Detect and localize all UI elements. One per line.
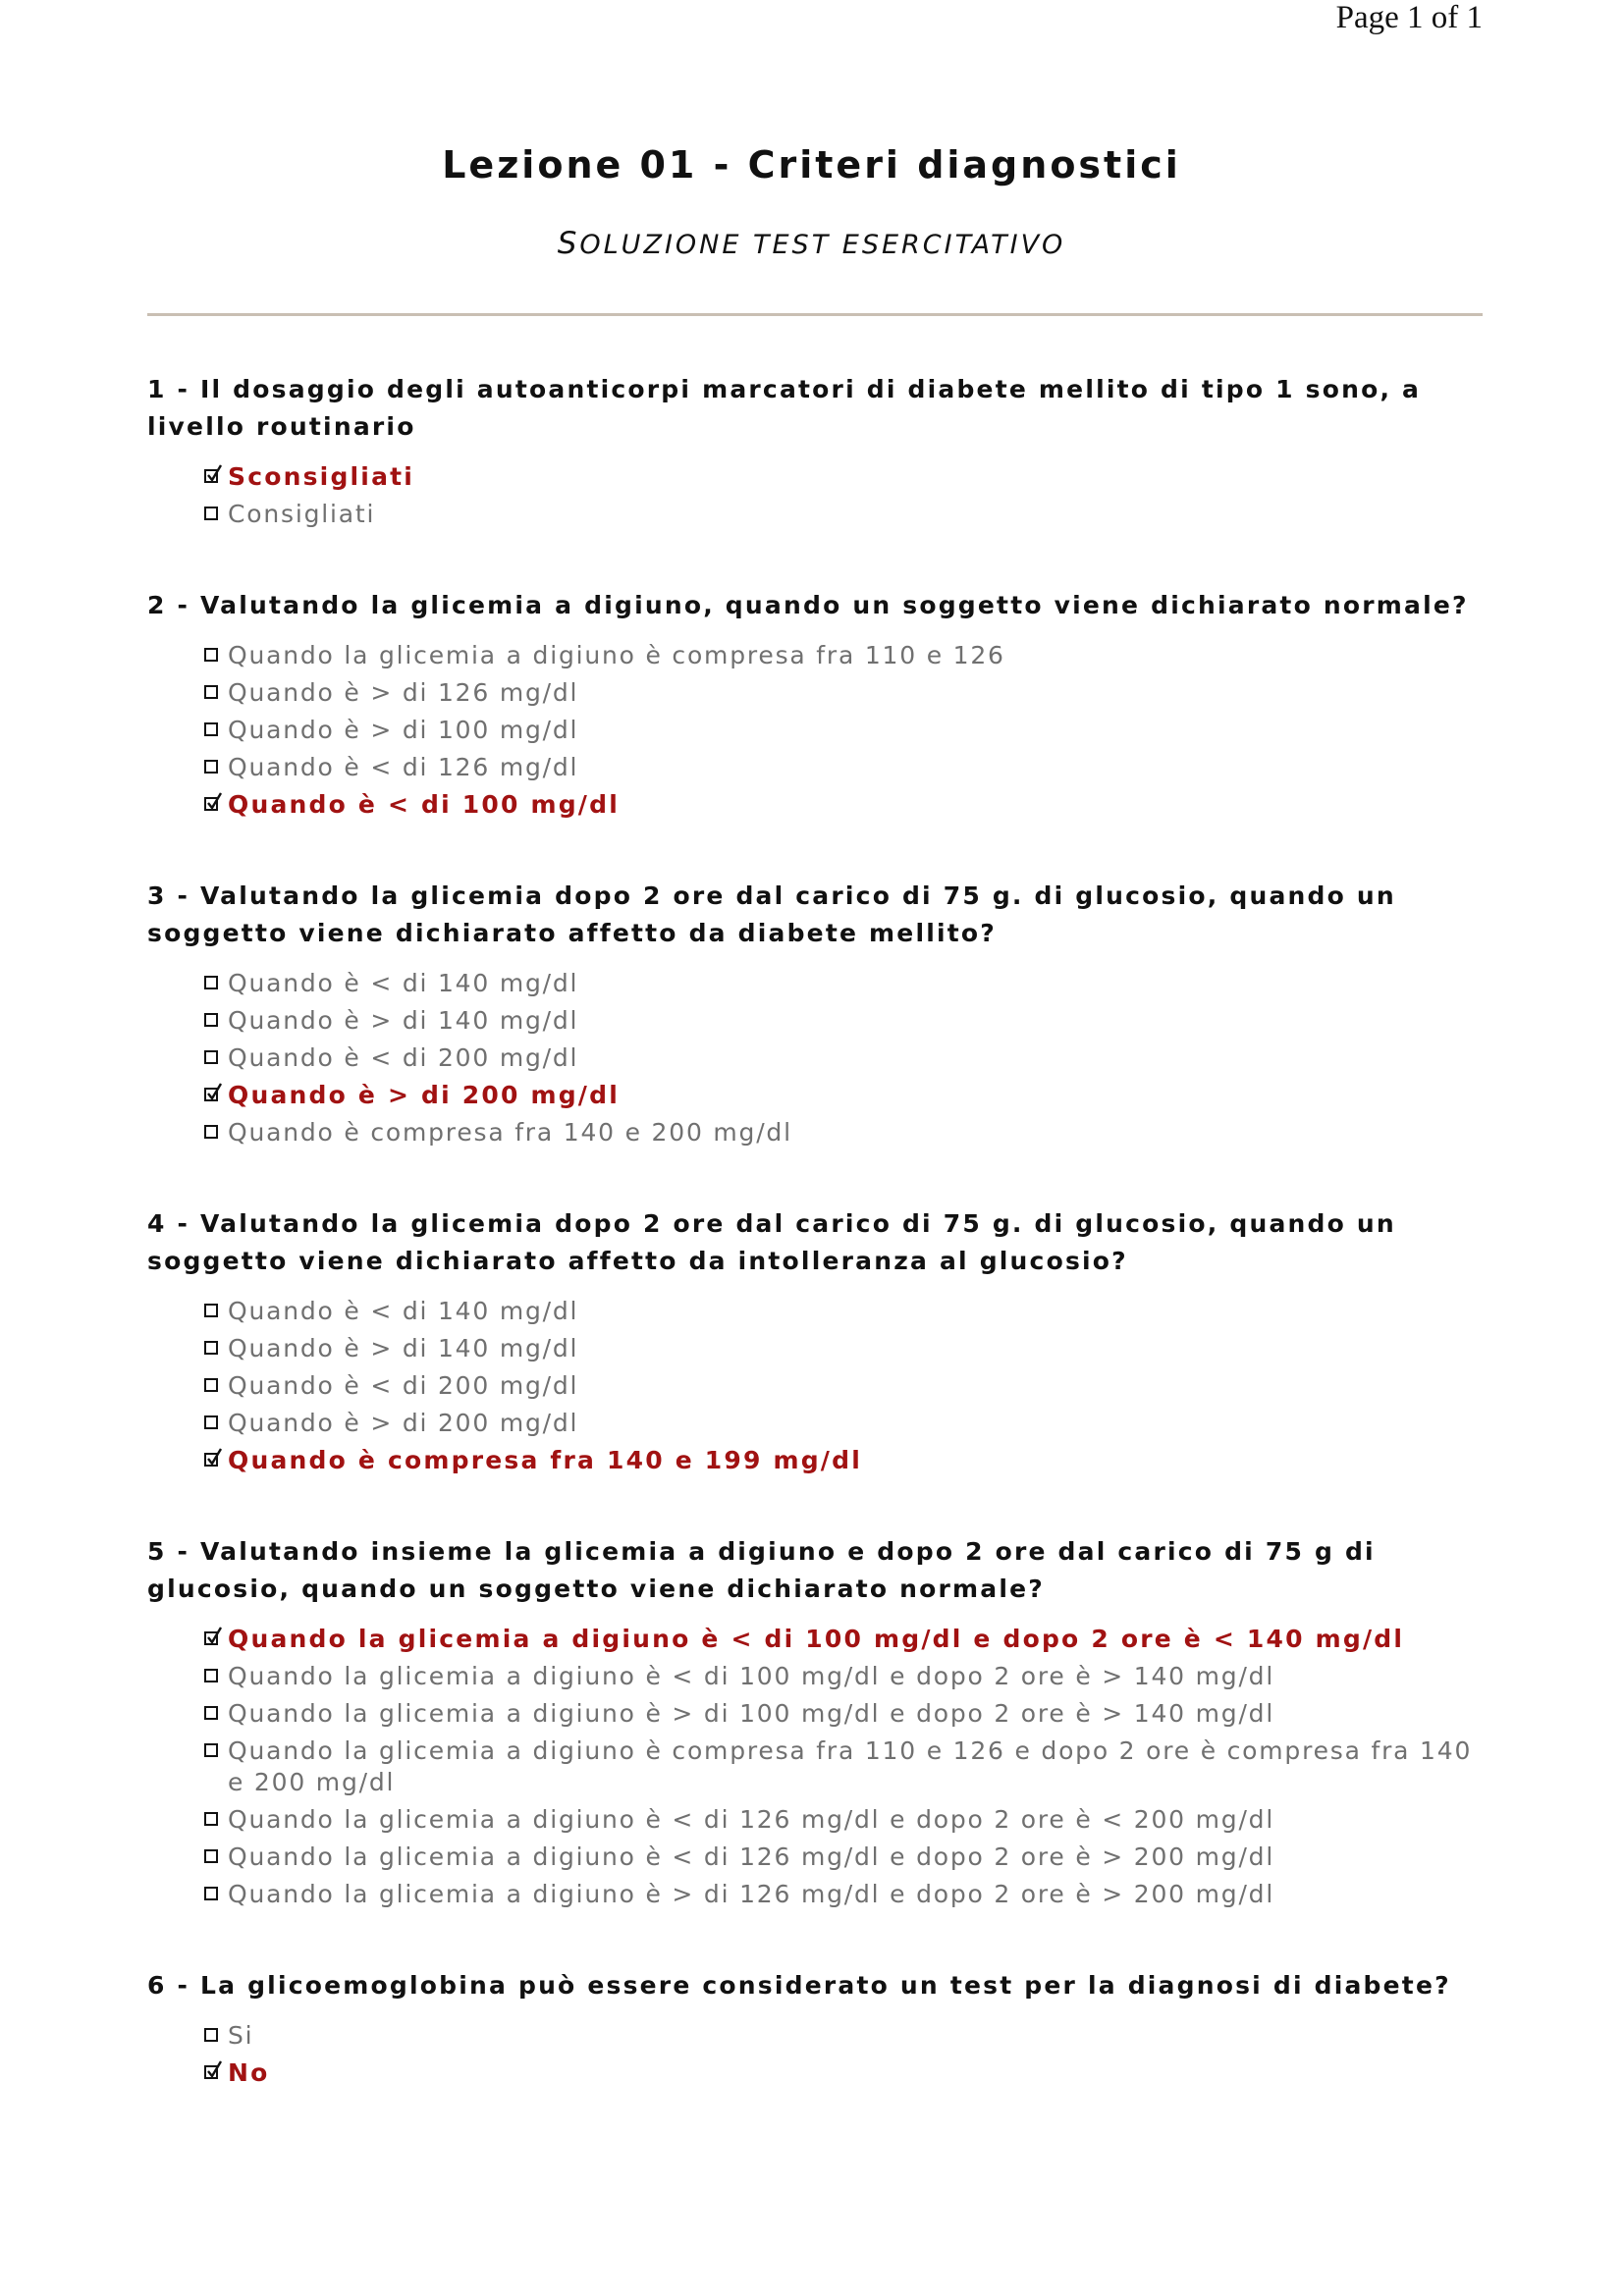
answer-option (204, 1042, 1492, 1074)
question-text: 3 - Valutando la glicemia dopo 2 ore dal carico di 75 g. di glucosio, quando un soggetto viene dichiarato affetto da diabete mellito? (147, 881, 1396, 947)
question-text: 4 - Valutando la glicemia dopo 2 ore dal carico di 75 g. di glucosio, quando un soggetto viene dichiarato affetto da intolleranza al glucosio? (147, 1209, 1396, 1275)
answer-text: Quando è < di 140 mg/dl (228, 969, 579, 997)
answer-option (204, 1408, 1492, 1439)
checked-checkbox-icon (204, 1088, 218, 1101)
answer-list (204, 2020, 1492, 2089)
question-text: 2 - Valutando la glicemia a digiuno, quando un soggetto viene dichiarato normale? (147, 591, 1469, 619)
answer-list (204, 1296, 1492, 1476)
answer-text: Si (228, 2021, 254, 2050)
question-block (147, 371, 1492, 530)
checked-checkbox-icon (204, 797, 218, 811)
answer-option (204, 752, 1492, 783)
answer-text: Quando la glicemia a digiuno è > di 126 mg/dl e dopo 2 ore è > 200 mg/dl (228, 1880, 1275, 1908)
answer-option (204, 1842, 1492, 1873)
question-block (147, 1533, 1492, 1910)
answer-option (204, 715, 1492, 746)
answer-text: Quando è < di 200 mg/dl (228, 1043, 579, 1072)
answer-text: Quando è > di 200 mg/dl (228, 1081, 621, 1109)
answer-list (204, 640, 1492, 821)
answer-text: Quando è > di 140 mg/dl (228, 1334, 579, 1362)
question-text: 1 - Il dosaggio degli autoanticorpi marcatori di diabete mellito di tipo 1 sono, a livello routinario (147, 375, 1422, 441)
answer-text: Quando la glicemia a digiuno è < di 126 mg/dl e dopo 2 ore è < 200 mg/dl (228, 1805, 1275, 1834)
answer-list (204, 461, 1492, 530)
checkbox-icon (204, 1013, 218, 1027)
checkbox-icon (204, 2028, 218, 2042)
question-text: 6 - La glicoemoglobina può essere considerato un test per la diagnosi di diabete? (147, 1971, 1451, 2000)
answer-text: Quando è < di 100 mg/dl (228, 790, 621, 819)
checkbox-icon (204, 685, 218, 699)
answer-option (204, 499, 1492, 530)
answer-text: Quando la glicemia a digiuno è > di 100 mg/dl e dopo 2 ore è > 140 mg/dl (228, 1699, 1275, 1728)
checkbox-icon (204, 1341, 218, 1355)
answer-option-correct (204, 1624, 1492, 1655)
answer-text: Quando è < di 200 mg/dl (228, 1371, 579, 1400)
checkbox-icon (204, 1415, 218, 1429)
answer-text: Quando è compresa fra 140 e 199 mg/dl (228, 1446, 862, 1474)
check-mark-icon (208, 2061, 221, 2076)
checkbox-icon (204, 1706, 218, 1720)
answer-option (204, 2020, 1492, 2052)
answer-option-correct (204, 1445, 1492, 1476)
answer-text: Quando la glicemia a digiuno è < di 100 mg/dl e dopo 2 ore è < 140 mg/dl (228, 1625, 1405, 1653)
answer-text: Quando è > di 126 mg/dl (228, 678, 579, 707)
checkbox-icon (204, 1812, 218, 1826)
answer-option (204, 1804, 1492, 1836)
answer-text: Quando la glicemia a digiuno è < di 126 mg/dl e dopo 2 ore è > 200 mg/dl (228, 1842, 1275, 1871)
answer-text: Quando è > di 100 mg/dl (228, 716, 579, 744)
answer-list (204, 968, 1492, 1148)
checkbox-icon (204, 648, 218, 662)
answer-text: Quando la glicemia a digiuno è compresa fra 110 e 126 e dopo 2 ore è compresa fra 140 e 200 mg/dl (228, 1736, 1473, 1796)
checkbox-icon (204, 760, 218, 774)
title-divider (147, 313, 1483, 316)
check-mark-icon (208, 465, 221, 480)
check-mark-icon (208, 1084, 221, 1098)
answer-option (204, 1296, 1492, 1327)
checkbox-icon (204, 1887, 218, 1900)
check-mark-icon (208, 793, 221, 808)
question-block (147, 878, 1492, 1148)
answer-option (204, 677, 1492, 709)
answer-text: Consigliati (228, 500, 376, 528)
answer-option (204, 1333, 1492, 1364)
checkbox-icon (204, 722, 218, 736)
answer-option (204, 1117, 1492, 1148)
page-number: Page 1 of 1 (1335, 0, 1483, 35)
answer-option-correct (204, 1080, 1492, 1111)
answer-option-correct (204, 461, 1492, 493)
answer-option-correct (204, 2057, 1492, 2089)
question-block (147, 587, 1492, 821)
answer-option (204, 1370, 1492, 1402)
answer-list (204, 1624, 1492, 1910)
checkbox-icon (204, 1304, 218, 1317)
answer-text: Quando è > di 140 mg/dl (228, 1006, 579, 1035)
question-text: 5 - Valutando insieme la glicemia a digiuno e dopo 2 ore dal carico di 75 g di glucosio, quando un soggetto viene dichiarato normale? (147, 1537, 1376, 1603)
answer-text: Quando è < di 140 mg/dl (228, 1297, 579, 1325)
check-mark-icon (208, 1628, 221, 1642)
checkbox-icon (204, 1378, 218, 1392)
checkbox-icon (204, 1125, 218, 1139)
checkbox-icon (204, 976, 218, 989)
question-block (147, 1967, 1492, 2089)
page-title: Lezione 01 - Criteri diagnostici (442, 143, 1181, 187)
answer-text: Quando è > di 200 mg/dl (228, 1409, 579, 1437)
subtitle-rest: OLUZIONE TEST ESERCITATIVO (579, 230, 1066, 260)
checked-checkbox-icon (204, 1453, 218, 1467)
answer-text: Quando la glicemia a digiuno è compresa fra 110 e 126 (228, 641, 1005, 669)
checked-checkbox-icon (204, 2065, 218, 2079)
answer-option (204, 1735, 1492, 1798)
answer-option (204, 968, 1492, 999)
checkbox-icon (204, 1849, 218, 1863)
question-list (147, 371, 1492, 2146)
question-block (147, 1205, 1492, 1476)
page-subtitle (0, 226, 1623, 261)
subtitle-initial: S (557, 226, 580, 261)
answer-text: Quando è < di 126 mg/dl (228, 753, 579, 781)
answer-text: Quando è compresa fra 140 e 200 mg/dl (228, 1118, 792, 1147)
checked-checkbox-icon (204, 1631, 218, 1645)
answer-option (204, 640, 1492, 671)
answer-option (204, 1879, 1492, 1910)
checked-checkbox-icon (204, 469, 218, 483)
answer-text: Quando la glicemia a digiuno è < di 100 mg/dl e dopo 2 ore è > 140 mg/dl (228, 1662, 1275, 1690)
checkbox-icon (204, 1050, 218, 1064)
checkbox-icon (204, 1743, 218, 1757)
answer-text: Sconsigliati (228, 462, 415, 491)
answer-option (204, 1698, 1492, 1730)
checkbox-icon (204, 507, 218, 520)
check-mark-icon (208, 1449, 221, 1464)
answer-text: No (228, 2058, 270, 2087)
answer-option (204, 1005, 1492, 1037)
answer-option (204, 1661, 1492, 1692)
answer-option-correct (204, 789, 1492, 821)
checkbox-icon (204, 1669, 218, 1682)
